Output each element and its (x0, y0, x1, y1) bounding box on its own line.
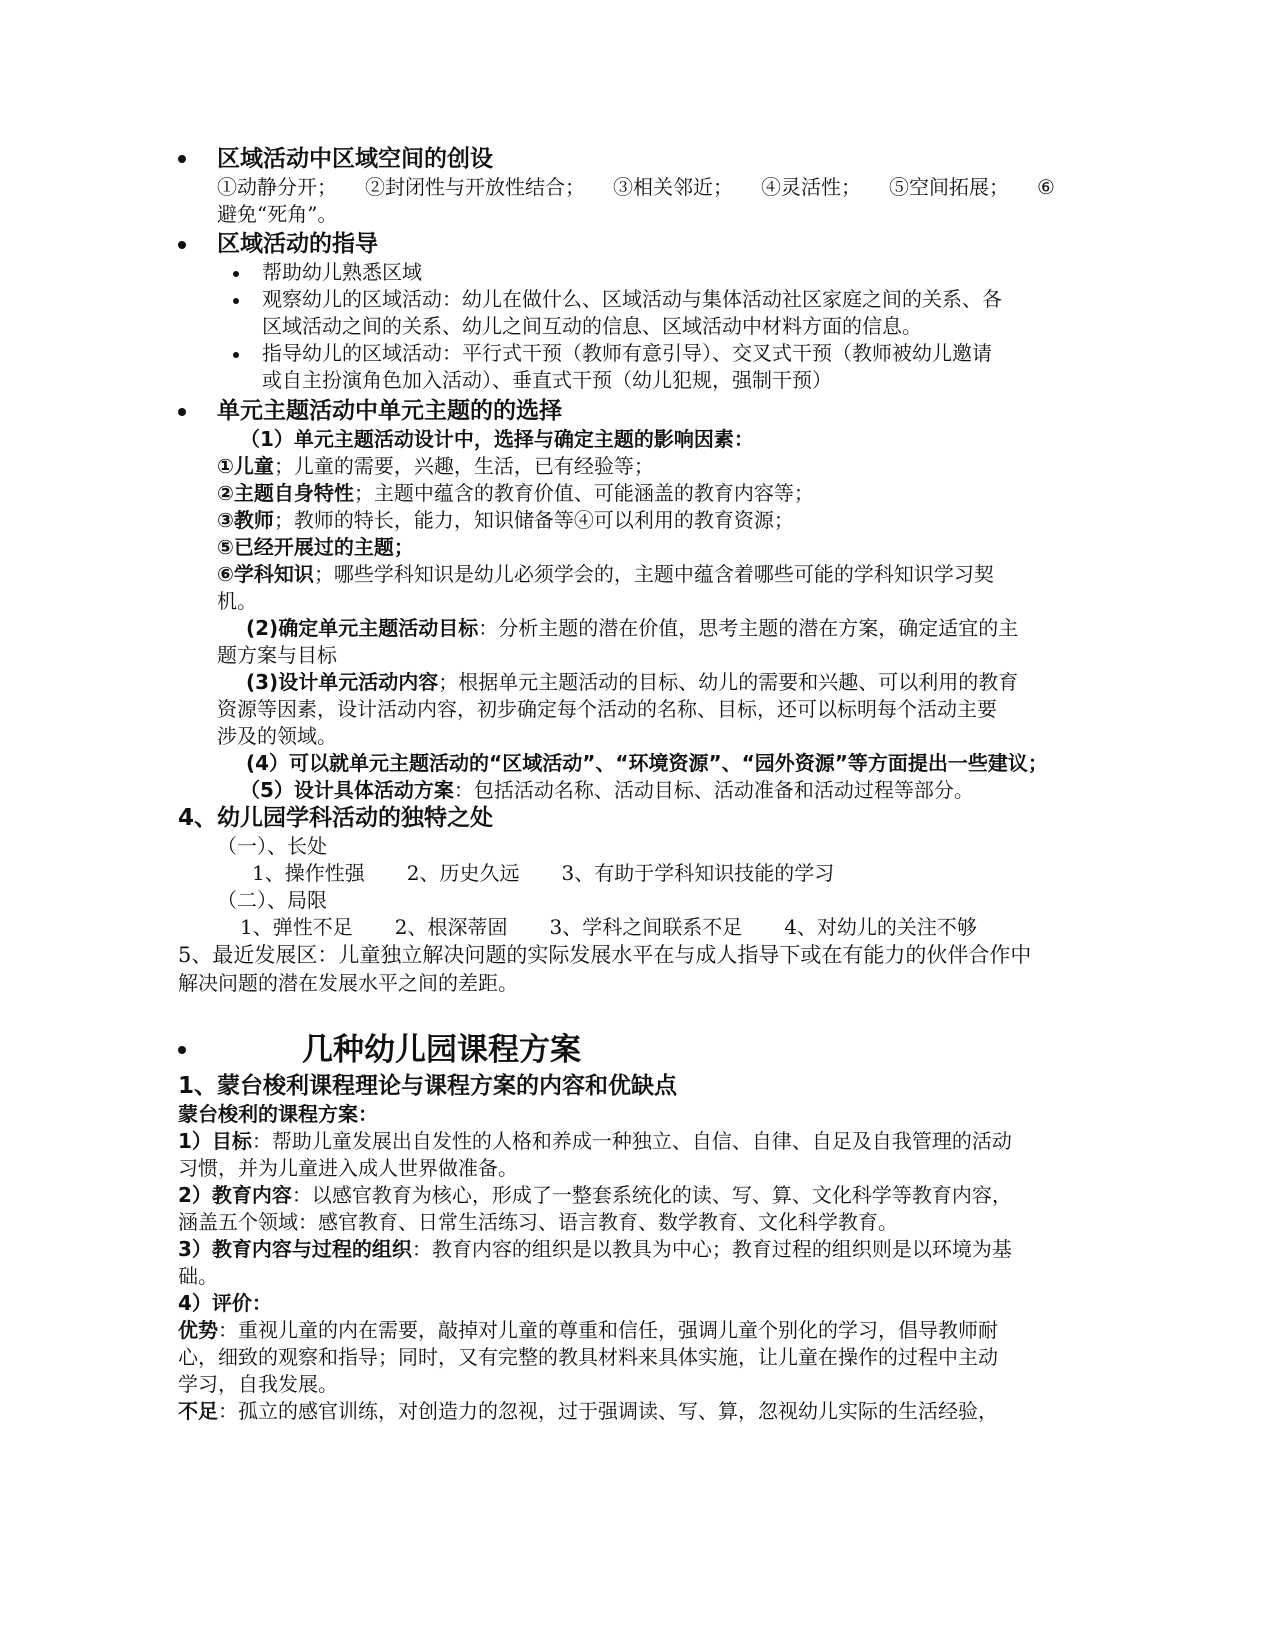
factor-6-line2: 机。 (217, 589, 257, 613)
heading-plans: 几种幼儿园课程方案 (302, 1032, 581, 1068)
theme-point-2-line2: 题方案与目标 (217, 643, 337, 667)
sub-bullet-icon (233, 271, 239, 277)
factor-6-line1: ⑥学科知识；哪些学科知识是幼儿必须学会的，主题中蕴含着哪些可能的学科知识学习契 (217, 562, 994, 586)
sub-bullet-icon (233, 298, 239, 304)
space-tail: 避免“死角”。 (217, 202, 338, 226)
organization-line2: 础。 (178, 1264, 218, 1288)
advantage-line2: 心，细致的观察和指导；同时，又有完整的教具材料来具体实施，让儿童在操作的过程中主动 (178, 1345, 998, 1369)
theme-point-1: （1）单元主题活动设计中，选择与确定主题的影响因素： (240, 427, 754, 451)
factor-2: ②主题自身特性；主题中蕴含的教育价值、可能涵盖的教育内容等； (217, 481, 814, 505)
cons-item: 1、弹性不足 (240, 915, 353, 939)
theme-point-2-line1: (2)确定单元主题活动目标：分析主题的潜在价值，思考主题的潜在方案，确定适宜的主 (246, 616, 1019, 640)
space-items (217, 174, 1055, 201)
space-item: ②封闭性与开放性结合； (365, 175, 585, 199)
advantage-line1: 优势：重视儿童的内在需要，敲掉对儿童的尊重和信任，强调儿童个别化的学习，倡导教师耐 (178, 1318, 998, 1342)
sub-bullet-icon (233, 352, 239, 358)
pros-list (252, 860, 834, 887)
theme-point-4: (4）可以就单元主题活动的“区域活动”、“环境资源”、“园外资源”等方面提出一些建议； (246, 751, 1048, 775)
heading-montessori: 1、蒙台梭利课程理论与课程方案的内容和优缺点 (178, 1073, 678, 1099)
guide-bullet-3-line2: 或自主扮演角色加入活动）、垂直式干预（幼儿犯规，强制干预） (262, 368, 832, 392)
cons-item: 2、根深蒂固 (394, 915, 508, 939)
bullet-icon (178, 241, 186, 249)
cons-item: 3、学科之间联系不足 (549, 915, 743, 939)
guide-bullet-2-line2: 区域活动之间的关系、幼儿之间互动的信息、区域活动中材料方面的信息。 (262, 314, 922, 338)
cons-label: （二）、局限 (217, 888, 327, 912)
montessori-plan-label: 蒙台梭利的课程方案： (178, 1102, 378, 1126)
zpd-line2: 解决问题的潜在发展水平之间的差距。 (178, 971, 518, 995)
factor-1: ①儿童；儿童的需要，兴趣，生活，已有经验等； (217, 454, 654, 478)
space-item: ⑥ (1037, 175, 1055, 199)
content-line2: 涵盖五个领域：感官教育、日常生活练习、语言教育、数学教育、文化科学教育。 (178, 1210, 898, 1234)
pros-label: （一）、长处 (217, 834, 327, 858)
bullet-icon (178, 155, 186, 163)
content-line1: 2）教育内容：以感官教育为核心，形成了一整套系统化的读、写、算、文化科学等教育内容， (178, 1183, 1012, 1207)
goal-line1: 1）目标：帮助儿童发展出自发性的人格和养成一种独立、自信、自律、自足及自我管理的活动 (178, 1129, 1012, 1153)
theme-point-3-line1: (3)设计单元活动内容；根据单元主题活动的目标、幼儿的需要和兴趣、可以利用的教育 (246, 670, 1019, 694)
factor-5: ⑤已经开展过的主题； (217, 535, 414, 559)
guide-bullet-1: 帮助幼儿熟悉区域 (262, 260, 422, 284)
pros-item: 3、有助于学科知识技能的学习 (561, 861, 835, 885)
theme-point-3-line3: 涉及的领域。 (217, 724, 337, 748)
space-item: ④灵活性； (761, 175, 861, 199)
space-item: ①动静分开； (217, 175, 337, 199)
bullet-icon (178, 408, 186, 416)
zpd-line1: 5、最近发展区：儿童独立解决问题的实际发展水平在与成人指导下或在有能力的伙伴合作中 (178, 943, 1032, 967)
disadvantage-line: 不足：孤立的感官训练，对创造力的忽视，过于强调读、写、算，忽视幼儿实际的生活经验， (178, 1399, 998, 1423)
heading-theme: 单元主题活动中单元主题的的选择 (217, 398, 562, 424)
factor-3: ③教师；教师的特长，能力，知识储备等④可以利用的教育资源； (217, 508, 794, 532)
evaluation-label: 4）评价： (178, 1291, 272, 1315)
pros-item: 1、操作性强 (252, 861, 365, 885)
bullet-icon (178, 1046, 186, 1054)
cons-list (240, 914, 977, 941)
heading-guide: 区域活动的指导 (217, 231, 378, 257)
advantage-line3: 学习，自我发展。 (178, 1372, 338, 1396)
heading-space: 区域活动中区域空间的创设 (217, 146, 493, 172)
goal-line2: 习惯，并为儿童进入成人世界做准备。 (178, 1156, 518, 1180)
cons-item: 4、对幼儿的关注不够 (784, 915, 977, 939)
pros-item: 2、历史久远 (406, 861, 520, 885)
heading-section-4: 4、幼儿园学科活动的独特之处 (178, 805, 494, 831)
guide-bullet-2-line1: 观察幼儿的区域活动：幼儿在做什么、区域活动与集体活动社区家庭之间的关系、各 (262, 287, 1002, 311)
organization-line1: 3）教育内容与过程的组织：教育内容的组织是以教具为中心；教育过程的组织则是以环境为基 (178, 1237, 1012, 1261)
space-item: ③相关邻近； (613, 175, 733, 199)
space-item: ⑤空间拓展； (889, 175, 1009, 199)
theme-point-5: （5）设计具体活动方案：包括活动名称、活动目标、活动准备和活动过程等部分。 (240, 778, 974, 802)
guide-bullet-3-line1: 指导幼儿的区域活动：平行式干预（教师有意引导）、交叉式干预（教师被幼儿邀请 (262, 341, 992, 365)
theme-point-3-line2: 资源等因素，设计活动内容，初步确定每个活动的名称、目标，还可以标明每个活动主要 (217, 697, 997, 721)
